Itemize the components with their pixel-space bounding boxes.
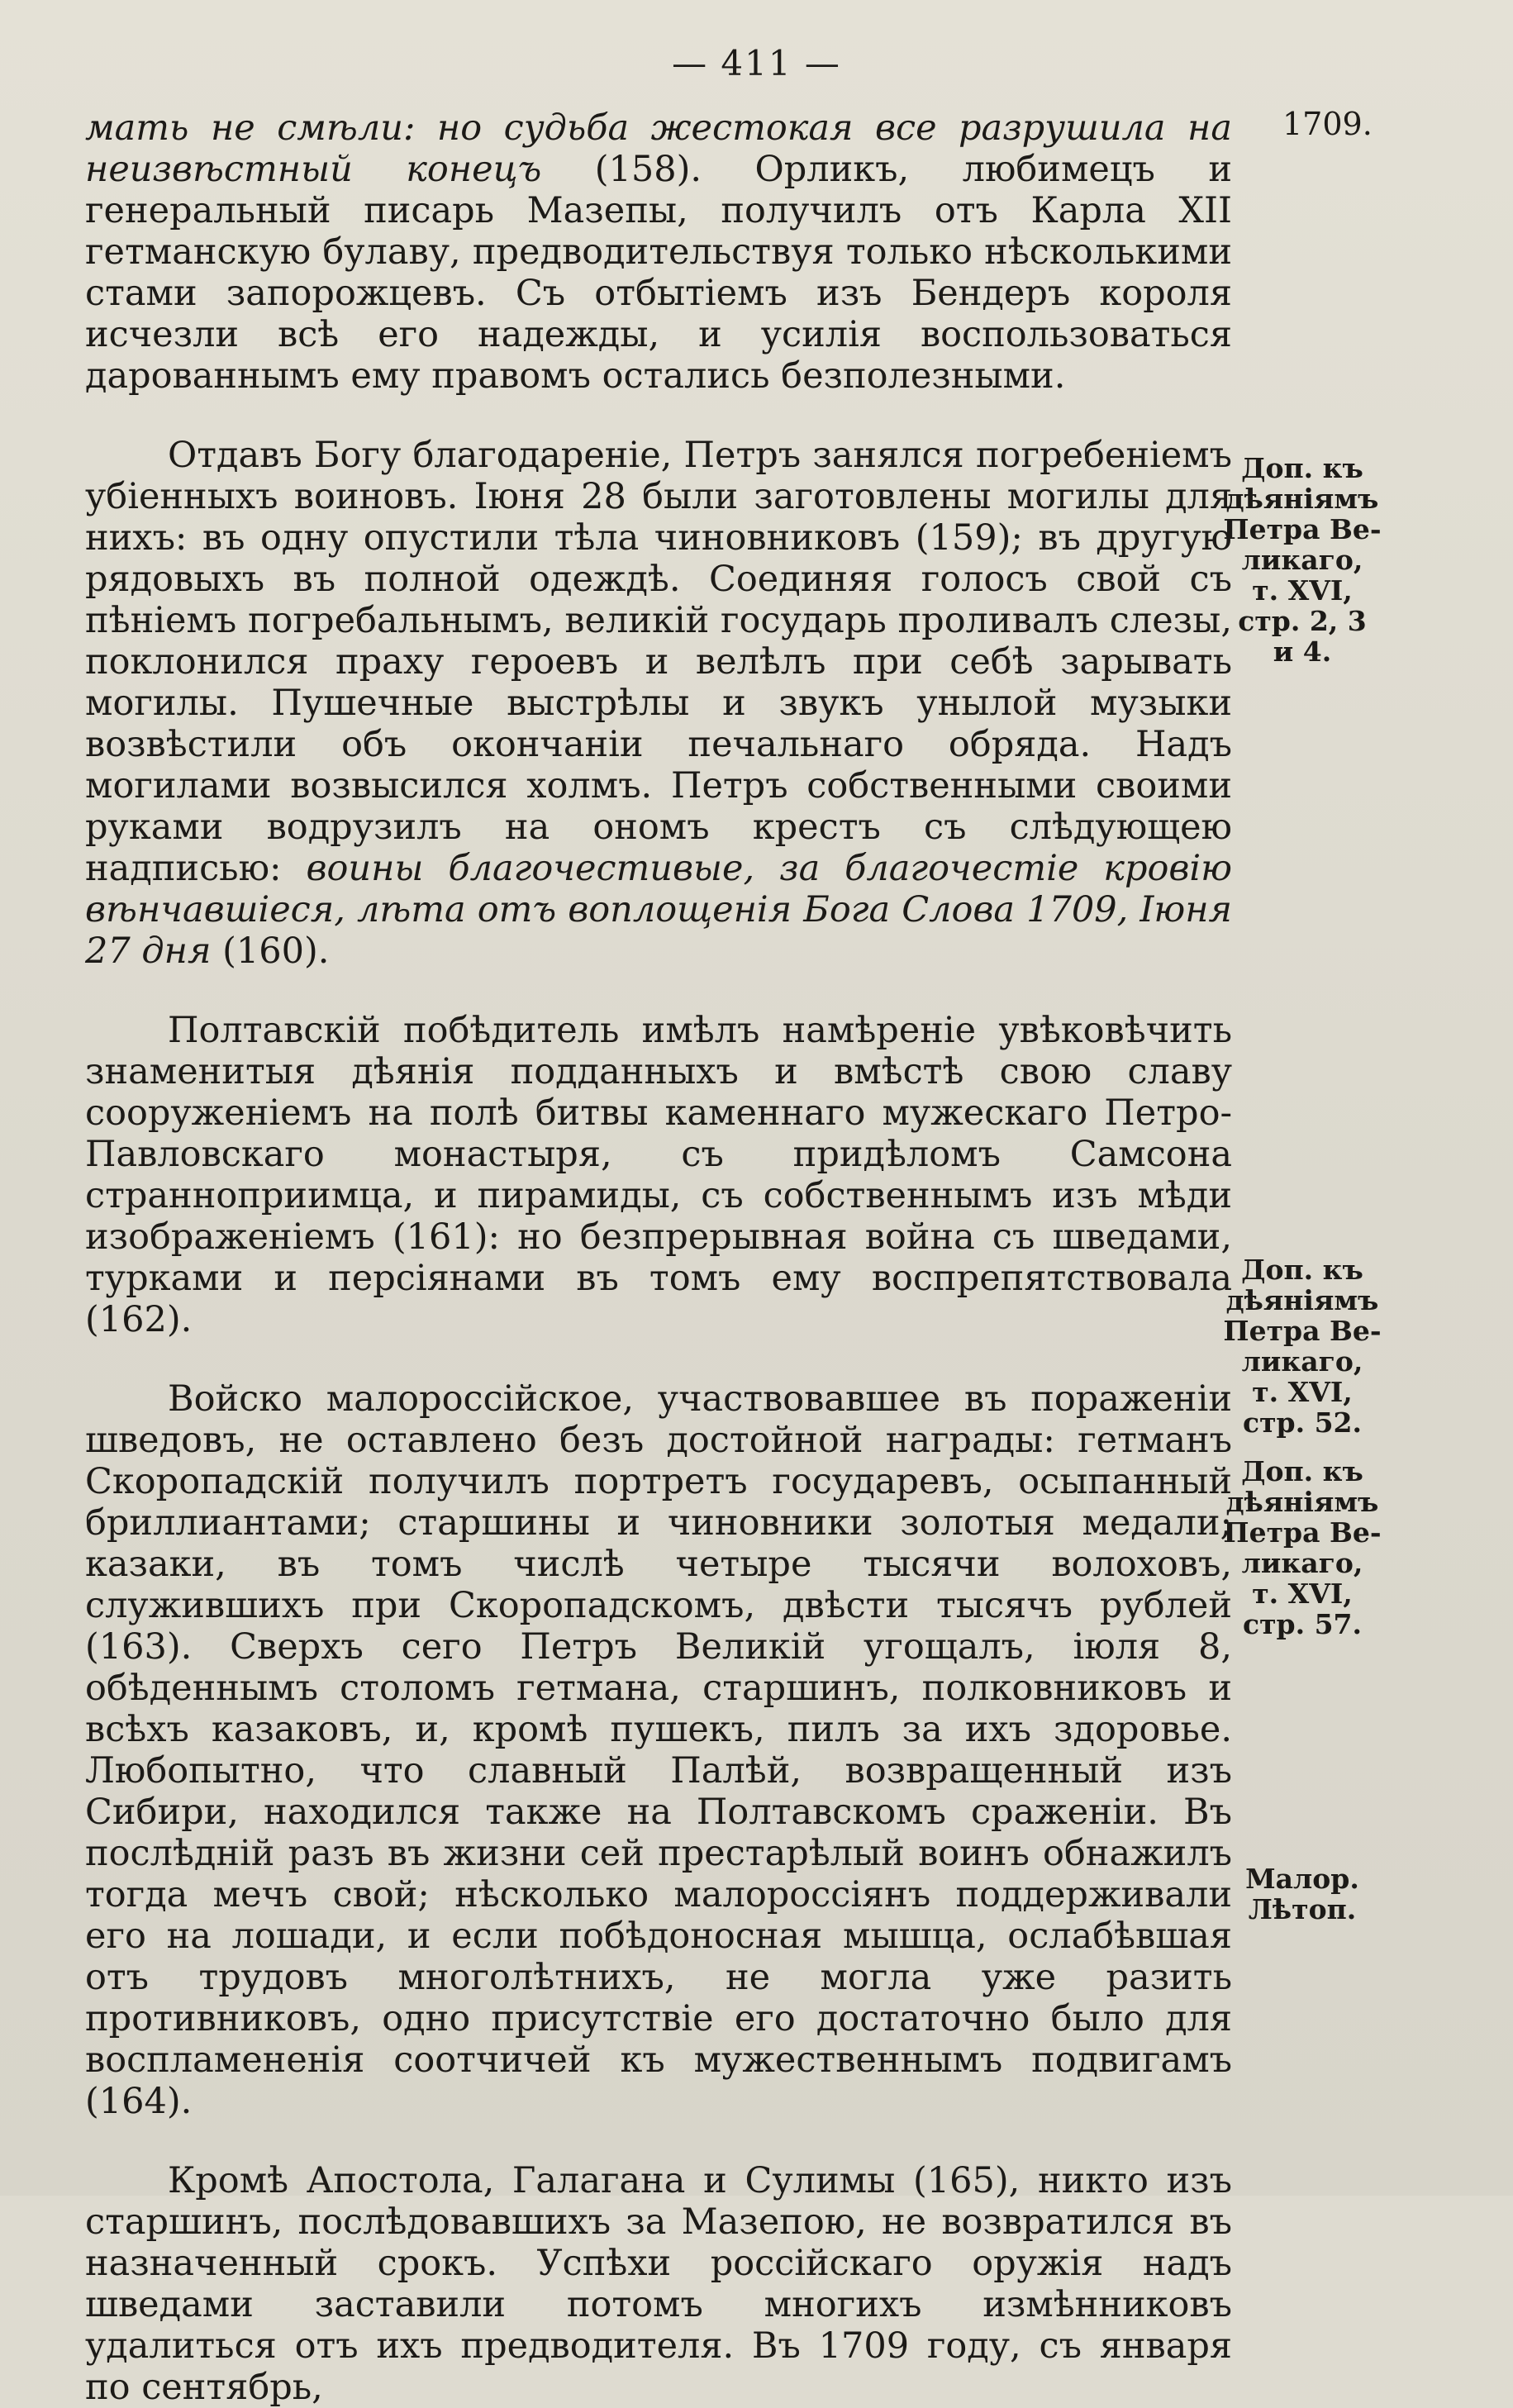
paragraph <box>85 2160 1232 2408</box>
marginal-note-line: ликаго, <box>1241 1345 1363 1378</box>
marginal-note-line: Лѣтоп. <box>1248 1893 1357 1925</box>
marginal-note-line: Петра Ве- <box>1223 1315 1382 1347</box>
marginal-note-line: Петра Ве- <box>1223 513 1382 545</box>
marginal-note-line: т. XVI, <box>1252 1578 1353 1610</box>
marginal-note-line: стр. 52. <box>1242 1406 1362 1439</box>
text-segment: Полтавскій побѣдитель имѣлъ намѣреніе увѣковѣчить знаменитыя дѣянія подданныхъ и вмѣстѣ свою славу сооруженіемъ на полѣ битвы каменнаго мужескаго Петро-Павловскаго монастыря, съ придѣломъ Самсона странноприимца, и пирамиды, съ собственнымъ изъ мѣди изображеніемъ (161): но безпрерывная война съ шведами, турками и персіянами въ томъ ему воспрепятствовала (162). <box>85 1010 1232 1340</box>
text-segment: Кромѣ Апостола, Галагана и Сулимы (165), никто изъ старшинъ, послѣдовавшихъ за Мазепою, не возвратился въ назначенный срокъ. Успѣхи россійскаго оружія надъ шведами заставили потомъ многихъ измѣнниковъ удалиться отъ ихъ предводителя. Въ 1709 году, съ января по сентябрь, <box>85 2160 1232 2408</box>
page-number: — 411 — <box>672 43 841 83</box>
marginal-note-line: стр. 2, 3 <box>1238 605 1367 637</box>
paragraph <box>85 107 1232 397</box>
marginal-note <box>1221 1254 1383 1438</box>
text-segment: (158). Орликъ, любимецъ и генеральный писарь Мазепы, получилъ отъ Карла XII гетманскую булаву, предводительствуя только нѣсколькими стами запорожцевъ. Съ отбытіемъ изъ Бендеръ короля исчезли всѣ его надежды, и усилія воспользоваться дарованнымъ ему правомъ остались безполезными. <box>85 149 1232 397</box>
marginal-note-line: ликаго, <box>1241 544 1363 576</box>
text-segment: (160). <box>211 930 330 972</box>
paragraph <box>85 435 1232 972</box>
marginal-note-line: дѣяніямъ <box>1225 1486 1379 1518</box>
marginal-note-line: стр. 57. <box>1242 1608 1362 1640</box>
marginal-note-line: т. XVI, <box>1252 1376 1353 1408</box>
text-segment: Войско малороссійское, участвовавшее въ пораженіи шведовъ, не оставлено безъ достойной награды: гетманъ Скоропадскій получилъ портретъ государевъ, осыпанный бриллиантами; старшины и чиновники золотыя медали; казаки, въ томъ числѣ четыре тысячи волоховъ, служившихъ при Скоропадскомъ, двѣсти тысячъ рублей (163). Сверхъ сего Петръ Великій угощалъ, іюля 8, обѣденнымъ столомъ гетмана, старшинъ, полковниковъ и всѣхъ казаковъ, и, кромѣ пушекъ, пилъ за ихъ здоровье. Любопытно, что славный Палѣй, возвращенный изъ Сибири, находился также на Полтавскомъ сраженіи. Въ послѣдній разъ въ жизни сей престарѣлый воинъ обнажилъ тогда мечъ свой; нѣсколько малороссіянъ поддерживали его на лошади, и если побѣдоносная мышца, ослабѣвшая отъ трудовъ многолѣтнихъ, не могла уже разить противниковъ, одно присутствіе его достаточно было для воспламененія соотчичей къ мужественнымъ подвигамъ (164). <box>85 1378 1232 2122</box>
italic-text-segment: мать не смѣли: но судьба жестокая все разрушила на неизвѣстный конецъ <box>85 107 1232 190</box>
marginal-note <box>1221 1863 1383 1925</box>
marginal-note <box>1221 453 1383 667</box>
marginal-note-line: Петра Ве- <box>1223 1516 1382 1549</box>
marginal-note-line: т. XVI, <box>1252 574 1353 607</box>
marginal-note-line: Малор. <box>1245 1863 1359 1895</box>
marginal-note-line: Доп. къ <box>1241 1254 1363 1286</box>
marginal-note-line: дѣяніямъ <box>1225 483 1379 515</box>
italic-text-segment: воины благочестивые, за благочестіе кровію вѣнчавшіеся, лѣта отъ воплощенія Бога Слова 1709, Іюня 27 дня <box>85 848 1232 972</box>
year-marginal: 1709. <box>1282 106 1373 142</box>
main-text <box>85 107 1232 2408</box>
marginal-note-line: и 4. <box>1273 635 1332 668</box>
marginal-note-line: Доп. къ <box>1241 1455 1363 1487</box>
marginal-note-line: дѣяніямъ <box>1225 1284 1379 1316</box>
paragraph <box>85 1378 1232 2122</box>
marginal-note <box>1221 1456 1383 1639</box>
marginal-note-line: ликаго, <box>1241 1547 1363 1579</box>
marginal-note-line: Доп. къ <box>1241 452 1363 484</box>
text-segment: Отдавъ Богу благодареніе, Петръ занялся погребеніемъ убіенныхъ воиновъ. Іюня 28 были заготовлены могилы для нихъ: въ одну опустили тѣла чиновниковъ (159); въ другую рядовыхъ въ полной одеждѣ. Соединяя голосъ свой съ пѣніемъ погребальнымъ, великій государь проливалъ слезы, поклонился праху героевъ и велѣлъ при себѣ зарывать могилы. Пушечные выстрѣлы и звукъ унылой музыки возвѣстили объ окончаніи печальнаго обряда. Надъ могилами возвысился холмъ. Петръ собственными своими руками водрузилъ на ономъ крестъ съ слѣдующею надписью: <box>85 435 1232 889</box>
paragraph <box>85 1010 1232 1340</box>
